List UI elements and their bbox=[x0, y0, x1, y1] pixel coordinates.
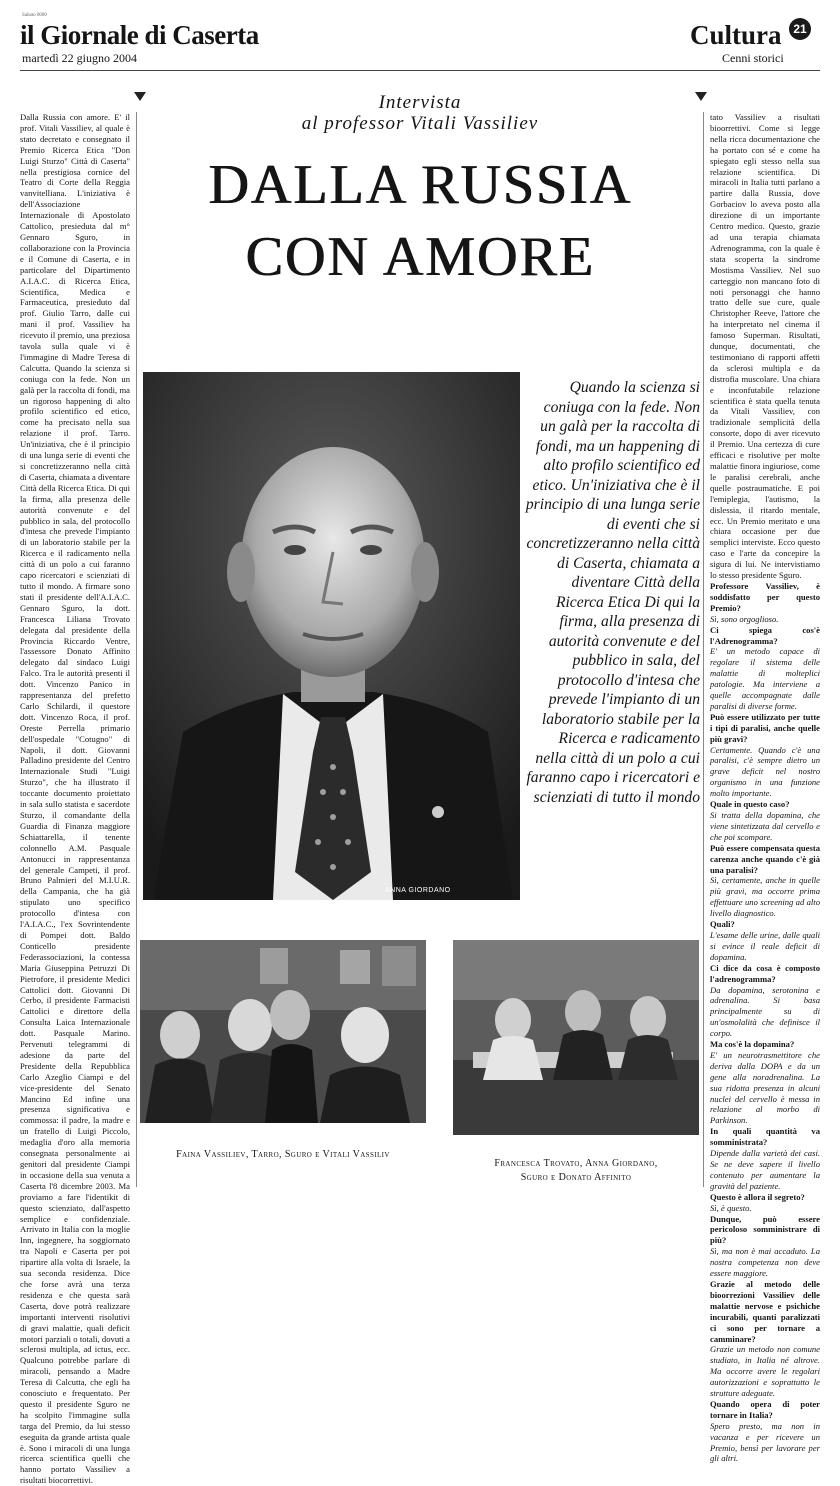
qa-answer: Certamente. Quando c'è una paralisi, c'è sempre dietro un grave deficit nel nostro organismo in una funzione molto importante. bbox=[710, 744, 820, 799]
right-column-rule bbox=[703, 112, 704, 1187]
qa-question: Può essere utilizzato per tutte i tipi di paralisi, anche quelle più gravi? bbox=[710, 711, 820, 744]
right-text-column bbox=[710, 112, 820, 1464]
section-title: Cultura bbox=[690, 20, 782, 50]
headline-line-1: DALLA RUSSIA bbox=[208, 154, 632, 216]
group-photo-left-illustration bbox=[140, 940, 426, 1123]
qa-answer: Sì, certamente, anche in quelle più gravi, ma occorre prima effettuare uno screening ad alto livello diagnostico. bbox=[710, 875, 820, 919]
qa-question: Ci dice da cosa è composto l'adrenogramma? bbox=[710, 962, 820, 984]
subsection-title: Cenni storici bbox=[722, 51, 784, 65]
corner-mark-right-icon bbox=[695, 92, 707, 101]
qa-answer: E' un neurotrasmettitore che deriva dalla DOPA e da un gene alla noradrenalina. La sua ridotta presenza in alcuni nuclei del cervello è messa in relazione al morbo di Parkinson. bbox=[710, 1049, 820, 1126]
right-column-intro: tato Vassiliev a risultati bioorrettivi. Come si legge nella ricca documentazione che ha portato con sé e come ha spiegato egli stesso nella sua relazione scientifica. Di miracoli in Italia tutti parlano a partire dalla Russia, dove Gorbaciov lo aveva posto alla direzione di un importante Centro medico. Questo, grazie ad una terapia chiamata Adrenogramma, con la quale è stata scoperta la sindrome Mostisma Vassiliev. Nel suo carteggio non mancano foto di noti personaggi che hanno tratto delle sue cure, quale Christopher Reeve, l'attore che ha interpretato nel cinema il famoso Superman. Risultati, dunque, documentati, che testimoniano di rapporti affetti da sclerosi multipla e da distrofia muscolare. Una chiara e inconfutabile relazione scientifica è stata quella tenuta da Vitali Vassiliev, con tradizionale semplicità della consorte, dopo di aver ricevuto il Premio. Una certezza di cure efficaci e risolutive per molte malattie finora ingiuriose, come le paralisi cerebrali, anche quelle postraumatiche. E poi l'emiplegia, l'autismo, la dislessia, il ritardo mentale, ecc. Un Premio meritato e una chiara occasione per due semplici interviste. Ecco questo caso e l'arte da concepire la sigura di lui. Ne intervistiamo lo stesso presidente Sguro. bbox=[710, 112, 820, 581]
qa-answer: Sì, ma non è mai accaduto. La nostra competenza non deve essere maggiore. bbox=[710, 1246, 820, 1279]
group-photo-right bbox=[453, 940, 699, 1135]
qa-question: Ma cos'è la dopamina? bbox=[710, 1039, 795, 1050]
qa-answer: Si tratta della dopamina, che viene sintetizzata dal cervello e che poi scompare. bbox=[710, 810, 820, 842]
photo-credit: ANNA GIORDANO bbox=[385, 887, 451, 894]
caption-right-photo-line-1: Francesca Trovato, Anna Giordano, bbox=[494, 1158, 658, 1169]
headline-line-2: CON AMORE bbox=[245, 226, 595, 288]
qa-question: Dunque, può essere pericoloso somministrare di più? bbox=[710, 1213, 820, 1246]
group-photo-right-illustration bbox=[453, 940, 699, 1135]
portrait-illustration bbox=[143, 372, 520, 900]
left-column-rule bbox=[136, 112, 137, 1187]
qa-question: Ci spiega cos'è l'Adrenogramma? bbox=[710, 624, 820, 646]
qa-answer: Spero presto, ma non in vacanza e per ricevere un Premio, bensì per lavorare per gli altri. bbox=[710, 1420, 820, 1464]
qa-question: In quali quantità va somministrata? bbox=[710, 1126, 820, 1148]
qa-answer: Sì, sono orgoglioso. bbox=[710, 613, 779, 624]
kicker-line-1: Intervista bbox=[378, 92, 462, 113]
group-photo-left bbox=[140, 940, 426, 1123]
qa-answer: L'esame delle urine, dalle quali si evince il reale deficit di dopamina. bbox=[710, 929, 820, 962]
qa-question: Questo è allora il segreto? bbox=[710, 1191, 805, 1202]
qa-question: Professore Vassiliev, è soddisfatto per questo Premio? bbox=[710, 580, 820, 613]
qa-answer: Grazie un metodo non comune studiato, in Italia né altrove. Ma occorre avere le regolari autorizzazioni e soprattutto le strutture adeguate. bbox=[710, 1344, 820, 1399]
portrait-photo bbox=[143, 372, 520, 900]
qa-question: Quale in questo caso? bbox=[710, 799, 790, 810]
qa-answer: Da dopamina, serotonina e adrenalina. Si basa principalmente su di un'osmolalità che definisce il corpo. bbox=[710, 984, 820, 1039]
corner-mark-left-icon bbox=[134, 92, 146, 101]
qa-answer: Dipende dalla varietà dei casi. Se ne deve sapere il livello contenuto per aumentare la gravità del paziente. bbox=[710, 1148, 820, 1191]
masthead-tiny-label: Sabato 0000 bbox=[22, 13, 47, 18]
page-number-badge: 21 bbox=[789, 18, 811, 40]
left-text-column: Dalla Russia con amore. E' il prof. Vitali Vassiliev, al quale è stato decretato e consegnato il Premio Ricerca Etica "Don Luigi Sturzo" Città di Caserta" nella prestigiosa cornice del Teatro di Corte della Reggia vanvitelliana. L'iniziativa è dell'Associazione Internazionale di Apostolato Cattolico, presieduta dal m° Gennaro Sguro, in collaborazione con la Provincia e il Comune di Caserta, e in particolare del Dipartimento A.I.A.C. di Ricerca Etica, Scientifica, Medica e Farmaceutica, presieduto dal prof. Giulio Tarro, dalle cui mani il prof. Vassiliev ha ricevuto il premio, una preziosa tavola sulla quale vi è l'immagine di Madre Teresa di Calcutta. Quando la scienza si coniuga con la fede. Non un galà per la raccolta di fondi, ma un rigoroso happening di alto profilo scientifico ed etico, come ha precisato nella sua relazione il prof. Tarro. Un'iniziativa, che è il principio di una lunga serie di eventi che si concretizzeranno nella città di Caserta, chiamata a diventare Città della Ricerca Etica. Di qui la firma, alla presenza delle autorità convenute e del pubblico in sala, del protocollo d'intesa che prevede l'impianto di un laboratorio stabile per la Ricerca e il radicamento nella città di un polo a cui faranno capo ricercatori e scienziati di tutto il mondo. A firmare sono stati il presidente dell'A.I.A.C. Gennaro Sguro, la dott. Francesca Liliana Trovato delegata dal presidente della Provincia Riccardo Ventre, l'assessore Donato Affinito delegato dal sindaco Luigi Falco. Tra le autorità presenti il dott. Vincenzo Panico in rappresentanza del prefetto Carlo Schilardi, il questore dott. Vincenzo Roca, il prof. Oreste Perrella primario dell'ospedale "Cotugno" di Napoli, il dott. Giovanni Palladino presidente del Centro Internazionale Studi "Luigi Sturzo", che ha illustrato il toccante documento proiettato in sala sullo statista e sacerdote Sturzo, il comandante della Guardia di Finanza maggiore Schiattarella, il tenente colonnello A.M. Pasquale Antonucci in rappresentanza del generale Campeti, il prof. Bruno Palmieri del M.I.U.R. della Campania, che ha già stipulato uno specifico protocollo d'intesa con l'A.I.A.C., l'ex Sovrintendente di Pompei dott. Baldo Conticello presidente Federassociazioni, la contessa Maria Giuseppina Petruzzi Di Pietrofore, il presidente Medici Cattolici dott. Giovanni Di Cerbo, il presidente Farmacisti Cattolici e direttore della Consulta Laica Internazionale dott. Pasquale Marino. Pervenuti telegrammi di adesione da parte del Presidente della Repubblica Carlo Azeglio Ciampi e del vice-presidente del Senato Mancino Ed infine una presenza significativa e commossa: il padre, la madre e un fratello di Luigi Piccolo, medaglia d'oro alla memoria consegnata personalmente ai genitori dal presidente Ciampi in occasione della sua venuta a Caserta l'8 dicembre 2003. Ma proviamo a fare l'identikit di questo scienziato, dall'aspetto semplice e confidenziale. Arrivato in Italia con la moglie Inn, ingegnere, ha soggiornato tra Napoli e Caserta per poi ripartire alla volta di Israele, la sua seconda residenza. Dice che forse avrà una terza residenza e che questa sarà Caserta, dove potrà realizzare importanti interventi risolutivi di gravi malattie, quali deficit motori parziali o totali, dovuti a sclerosi multipla, ad ictus, ecc. Qualcuno potrebbe parlare di miracoli, pensando a Madre Teresa di Calcutta, che egli ha conosciuto e frequentato. Per questo il presidente Sguro ne ha scolpito l'immagine sulla targa del Premio, da lui stesso eseguita da grande artista quale è. Sono i miracoli di una lunga ricerca scientifica quelli che hanno portato Vassiliev a risultati biocorrettivi. bbox=[20, 112, 130, 1486]
qa-question: Quando opera di poter tornare in Italia? bbox=[710, 1398, 820, 1420]
newspaper-title: il Giornale di Caserta bbox=[20, 20, 259, 50]
pull-quote: Quando la scienza si coniuga con la fede. Non un galà per la raccolta di fondi, ma un happening di alto profilo scientifico ed etico. Un'iniziativa che è il principio di una lunga serie di eventi che si concretizzeranno nella città di Caserta, chiamata a diventare Città della Ricerca Etica Di qui la firma, alla presenza di autorità convenute e del pubblico in sala, del protocollo d'intesa che prevede l'impianto di un laboratorio stabile per la Ricerca e radicamento nella città di un polo a cui faranno capo i ricercatori e scienziati di tutto il mondo bbox=[525, 379, 700, 806]
caption-right-photo-line-2: Sguro e Donato Affinito bbox=[520, 1172, 632, 1183]
header-rule bbox=[20, 70, 820, 71]
issue-date: martedì 22 giugno 2004 bbox=[22, 51, 137, 65]
caption-left-photo: Faina Vassiliev, Tarro, Sguro e Vitali Vassiliv bbox=[176, 1149, 390, 1160]
qa-question: Grazie al metodo delle bioorrezioni Vassiliev delle malattie nervose e psichiche incurabili, quanti paralizzati ci sono per tornare a camminare? bbox=[710, 1278, 820, 1344]
qa-question: Può essere compensata questa carenza anche quando c'è già una paralisi? bbox=[710, 842, 820, 875]
kicker-line-2: al professor Vitali Vassiliev bbox=[301, 113, 539, 134]
qa-answer: E' un metodo capace di regolare il sistema delle malattie di molteplici patologie. Ma interviene a quelle accompagnate dalle paralisi di diverse forme. bbox=[710, 646, 820, 711]
qa-answer: Sì, è questo. bbox=[710, 1202, 752, 1213]
qa-question: Quali? bbox=[710, 919, 735, 930]
